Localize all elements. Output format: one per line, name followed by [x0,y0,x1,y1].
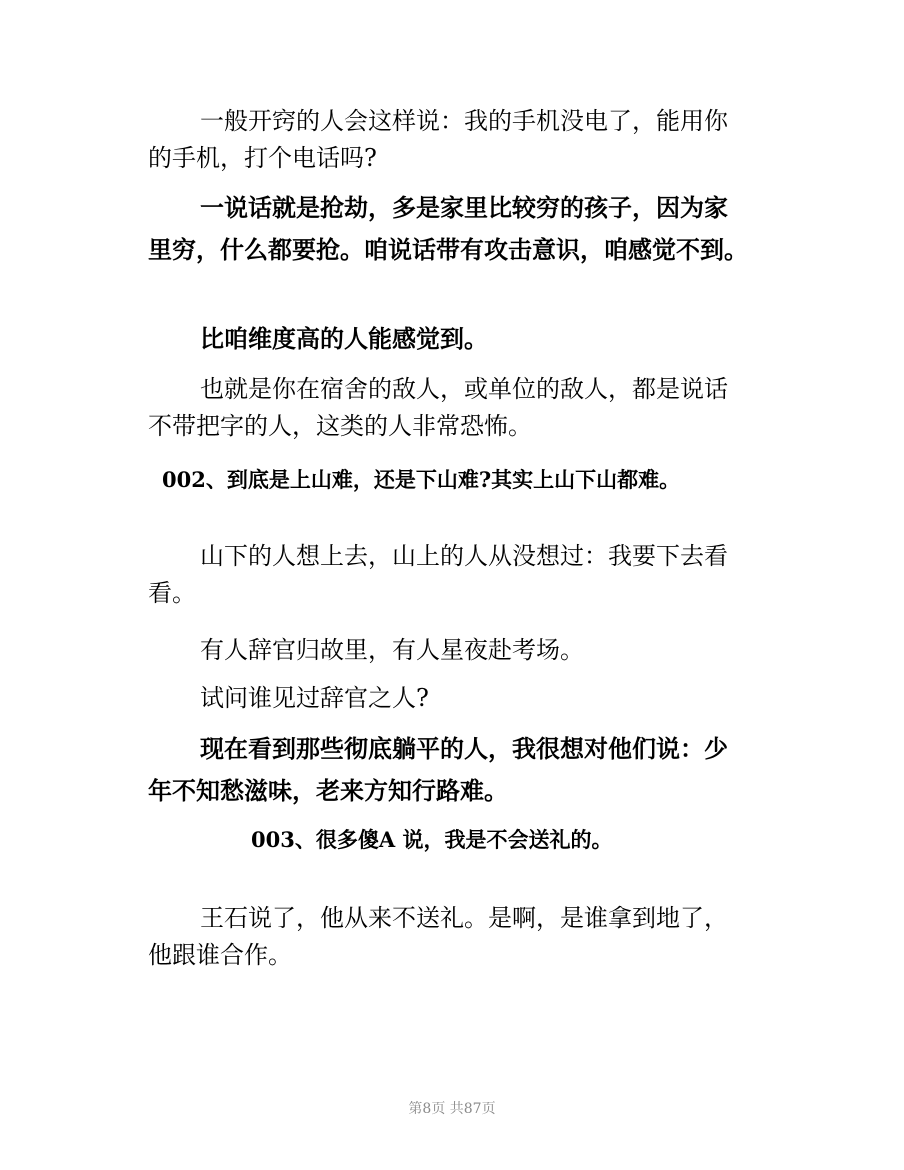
section-heading-003: 003、很多傻A 说，我是不会送礼的。 [251,827,613,852]
paragraph-2: 一说话就是抢劫，多是家里比较穷的孩子，因为家里穷，什么都要抢。咱说话带有攻击意识，咱感觉不到。 [148,193,748,264]
paragraph-8: 现在看到那些彻底躺平的人，我很想对他们说：少年不知愁滋味，老来方知行路难。 [148,734,728,805]
paragraph-9: 王石说了，他从来不送礼。是啊，是谁拿到地了，他跟谁合作。 [148,904,728,969]
paragraph-1: 一般开窍的人会这样说：我的手机没电了，能用你的手机，打个电话吗? [148,107,728,172]
paragraph-5: 山下的人想上去，山上的人从没想过：我要下去看看。 [148,542,728,607]
section-heading-002: 002、到底是上山难，还是下山难?其实上山下山都难。 [162,467,681,492]
paragraph-4: 也就是你在宿舍的敌人，或单位的敌人，都是说话不带把字的人，这类的人非常恐怖。 [148,375,728,440]
paragraph-6: 有人辞官归故里，有人星夜赴考场。 [200,636,584,664]
page-number-footer: 第8页 共87页 [408,1101,496,1117]
paragraph-7: 试问谁见过辞官之人? [200,684,429,712]
paragraph-3: 比咱维度高的人能感觉到。 [200,324,488,353]
